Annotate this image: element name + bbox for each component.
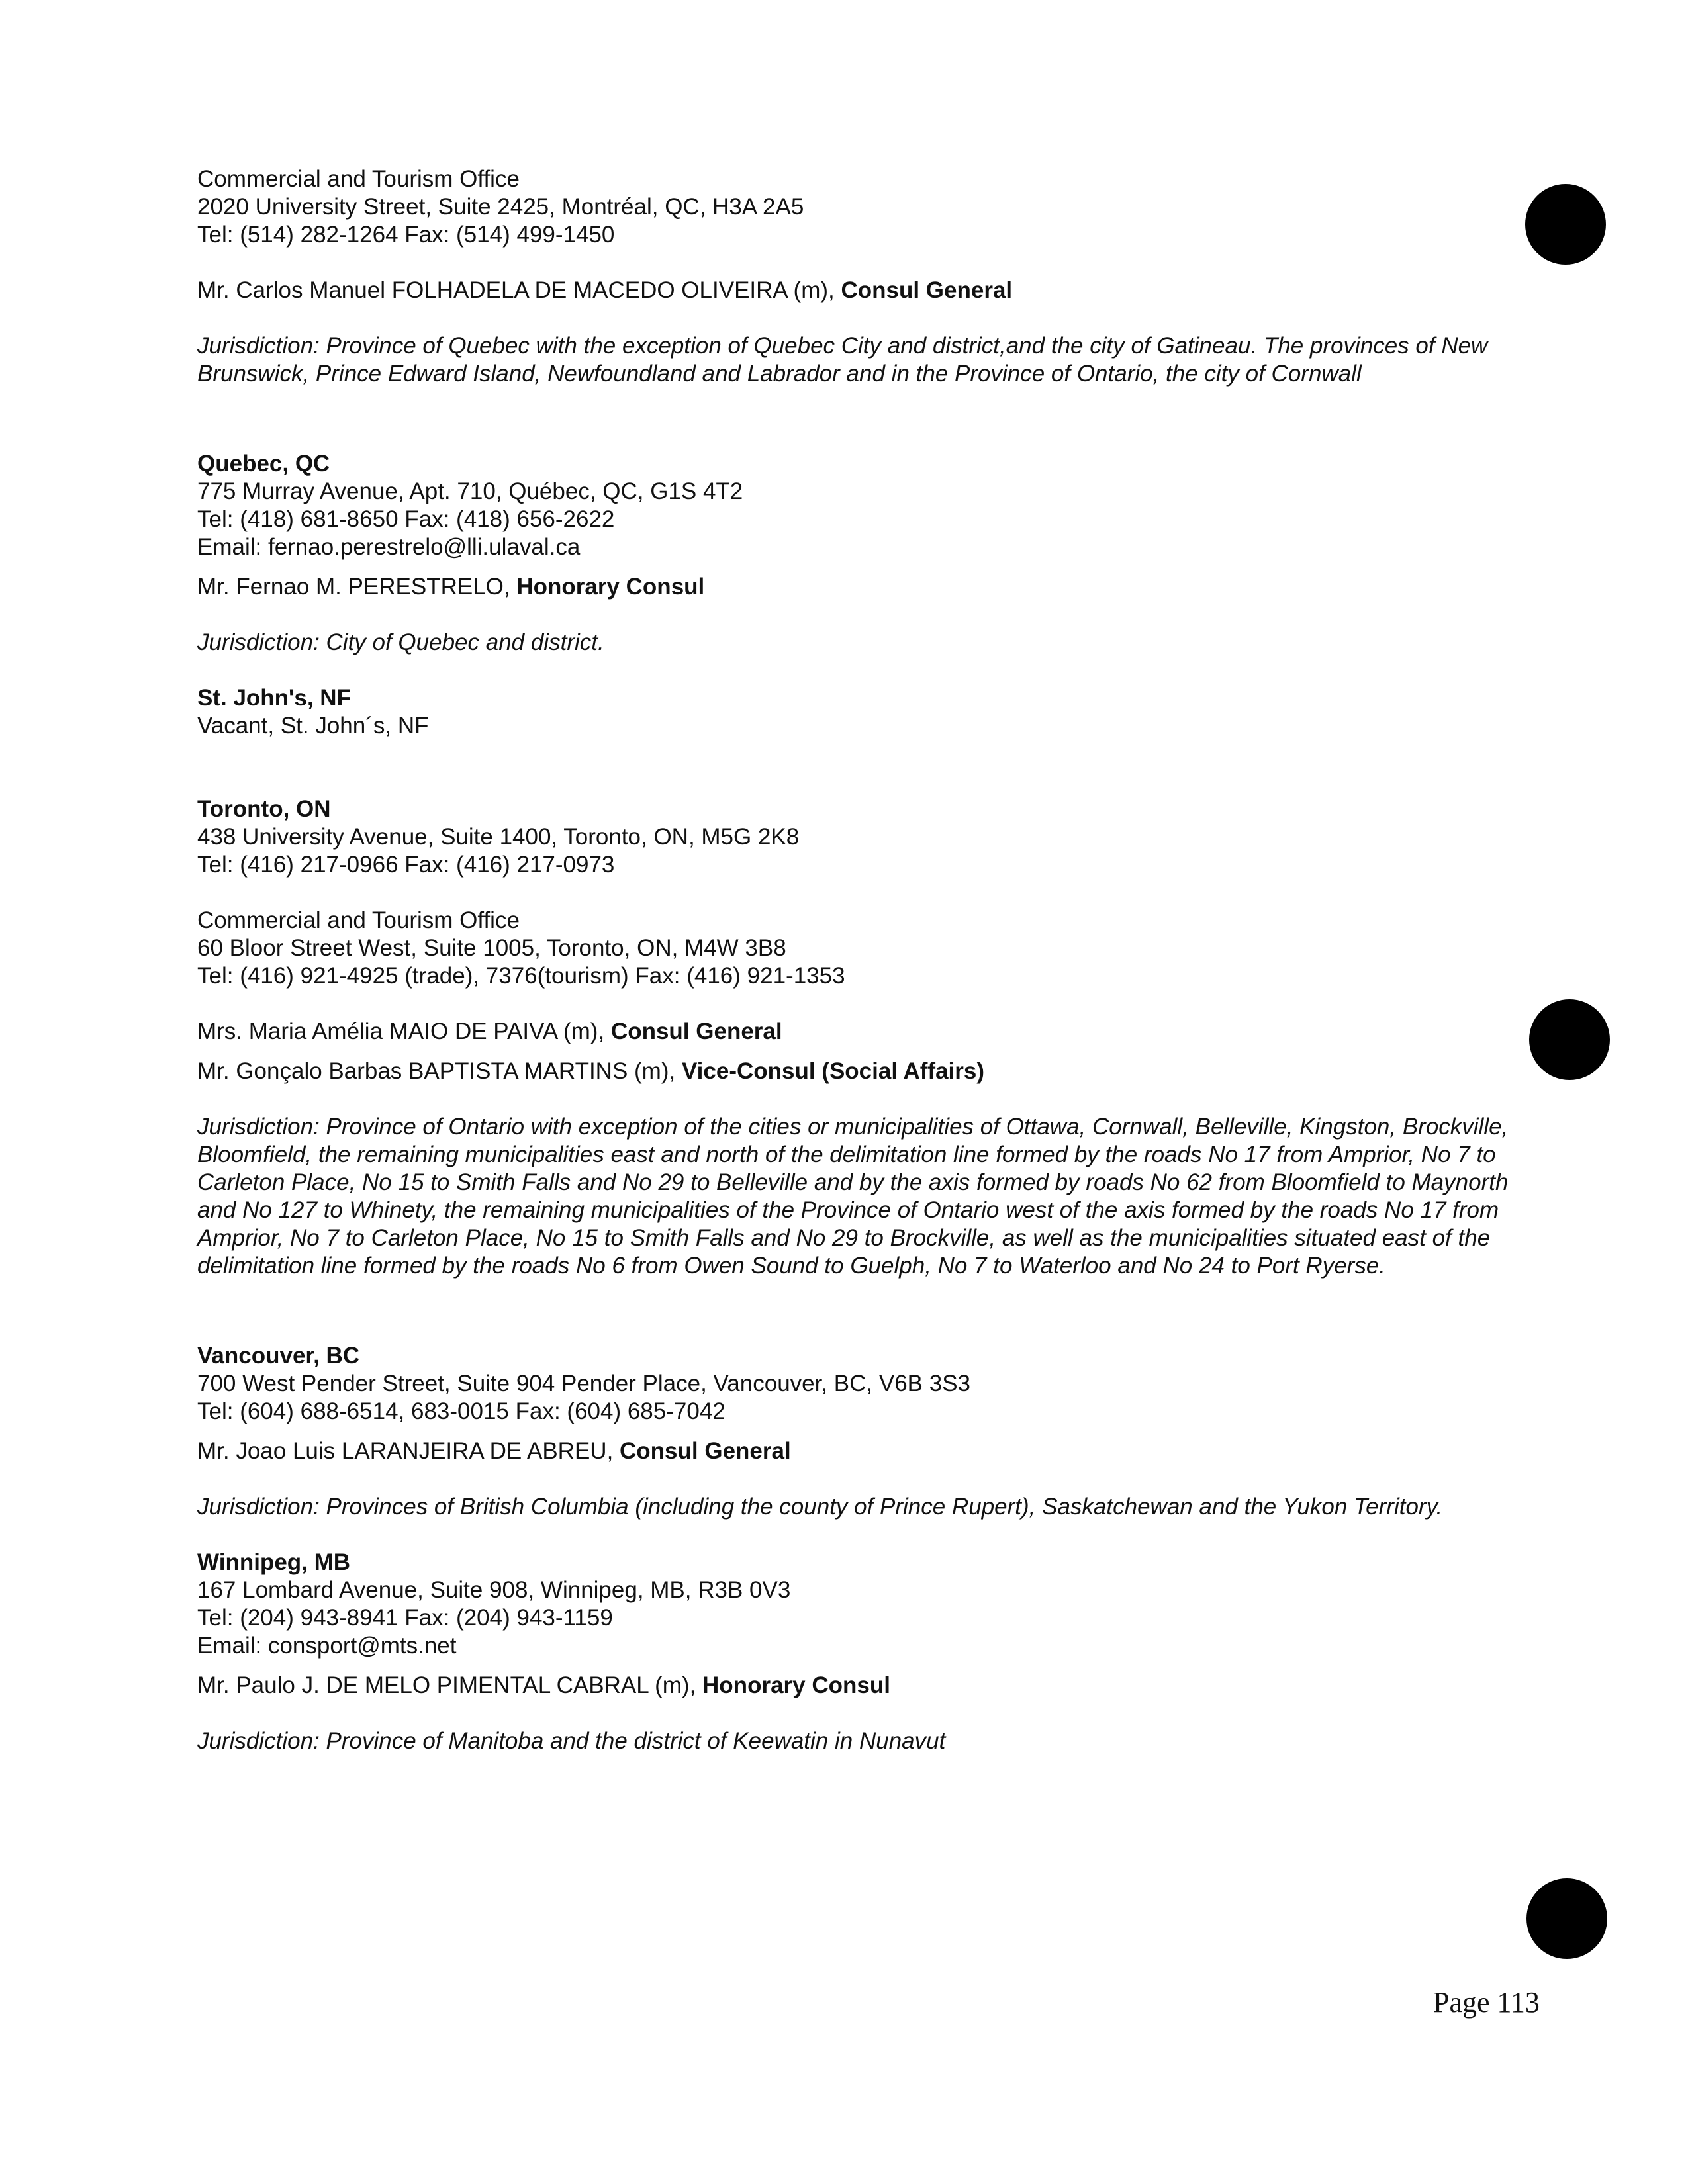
official-title: Honorary Consul bbox=[516, 574, 705, 600]
official-name: Mr. Gonçalo Barbas BAPTISTA MARTINS (m), bbox=[197, 1058, 682, 1084]
jurisdiction: Jurisdiction: Province of Ontario with exception of the cities or municipalities of Ottawa, Cornwall, Belleville, Kingston, Brockville, Bloomfield, the remaining municipalities east and north of the delimitation line formed by the roads No 17 from Amprior, No 7 to Carleton Place, No 15 to Smith Falls and No 29 to Belleville and by the axis formed by roads No 62 from Bloomfield to Maynorth and No 127 to Whinety, the remaining municipalities of the Province of Ontario west of the axis formed by the roads No 17 from Amprior, No 7 to Carleton Place, No 15 to Smith Falls and No 29 to Brockville, as well as the municipalities situated east of the delimitation line formed by the roads No 6 from Owen Sound to Guelph, No 7 to Waterloo and No 24 to Port Ryerse. bbox=[197, 1114, 1509, 1279]
official-name: Mrs. Maria Amélia MAIO DE PAIVA (m), bbox=[197, 1019, 611, 1044]
jurisdiction: Jurisdiction: City of Quebec and district. bbox=[197, 629, 604, 655]
winnipeg-block bbox=[197, 1549, 1515, 1755]
montreal-jurisdiction: Jurisdiction: Province of Quebec with the exception of Quebec City and district,and the city of Gatineau. The provinces of New Brunswick, Prince Edward Island, Newfoundland and Labrador and in the Province of Ontario, the city of Cornwall bbox=[197, 333, 1488, 387]
official-vice-consul bbox=[197, 1058, 1515, 1085]
montreal-official bbox=[197, 277, 1515, 304]
punch-hole-bottom bbox=[1526, 1878, 1607, 1959]
city-heading: Toronto, ON bbox=[197, 796, 331, 822]
city-heading: Quebec, QC bbox=[197, 451, 330, 477]
office-label: Commercial and Tourism Office bbox=[197, 166, 520, 192]
address: 775 Murray Avenue, Apt. 710, Québec, QC, G1S 4T2 bbox=[197, 478, 743, 504]
official-name: Mr. Joao Luis LARANJEIRA DE ABREU, bbox=[197, 1438, 620, 1464]
office-address: 2020 University Street, Suite 2425, Montréal, QC, H3A 2A5 bbox=[197, 194, 804, 220]
phone: Tel: (204) 943-8941 Fax: (204) 943-1159 bbox=[197, 1605, 613, 1631]
page-number: Page 113 bbox=[1433, 1986, 1540, 2019]
official-name: Mr. Carlos Manuel FOLHADELA DE MACEDO OLIVEIRA (m), bbox=[197, 277, 841, 303]
punch-hole-middle bbox=[1529, 999, 1610, 1080]
jurisdiction: Jurisdiction: Provinces of British Columbia (including the county of Prince Rupert), Saskatchewan and the Yukon Territory. bbox=[197, 1494, 1443, 1520]
phone: Tel: (416) 217-0966 Fax: (416) 217-0973 bbox=[197, 852, 615, 878]
official bbox=[197, 1437, 1515, 1465]
official-title: Consul General bbox=[620, 1438, 791, 1464]
email: Email: fernao.perestrelo@lli.ulaval.ca bbox=[197, 534, 581, 560]
office-address: 60 Bloor Street West, Suite 1005, Toronto, ON, M4W 3B8 bbox=[197, 935, 786, 961]
email: Email: consport@mts.net bbox=[197, 1633, 457, 1659]
stjohns-block bbox=[197, 684, 1515, 740]
official-consul-general bbox=[197, 1018, 1515, 1046]
official-title: Vice-Consul (Social Affairs) bbox=[681, 1058, 985, 1084]
punch-hole-top bbox=[1525, 184, 1606, 265]
address: 700 West Pender Street, Suite 904 Pender Place, Vancouver, BC, V6B 3S3 bbox=[197, 1371, 971, 1396]
city-heading: Winnipeg, MB bbox=[197, 1549, 351, 1575]
official-title: Consul General bbox=[841, 277, 1013, 303]
vancouver-block bbox=[197, 1342, 1515, 1521]
quebec-block bbox=[197, 450, 1515, 657]
official-title: Consul General bbox=[610, 1019, 782, 1044]
montreal-office-block bbox=[197, 165, 1515, 249]
toronto-block bbox=[197, 796, 1515, 1280]
office-phone: Tel: (416) 921-4925 (trade), 7376(tourism) Fax: (416) 921-1353 bbox=[197, 963, 845, 989]
official-title: Honorary Consul bbox=[702, 1672, 890, 1698]
address: 438 University Avenue, Suite 1400, Toronto, ON, M5G 2K8 bbox=[197, 824, 800, 850]
official bbox=[197, 1672, 1515, 1700]
address: 167 Lombard Avenue, Suite 908, Winnipeg, MB, R3B 0V3 bbox=[197, 1577, 791, 1603]
office-phone: Tel: (514) 282-1264 Fax: (514) 499-1450 bbox=[197, 222, 615, 248]
official-name: Mr. Paulo J. DE MELO PIMENTAL CABRAL (m), bbox=[197, 1672, 703, 1698]
phone: Tel: (604) 688-6514, 683-0015 Fax: (604) 685-7042 bbox=[197, 1398, 726, 1424]
consulate-listing bbox=[197, 165, 1515, 1755]
city-heading: Vancouver, BC bbox=[197, 1343, 360, 1369]
official-name: Mr. Fernao M. PERESTRELO, bbox=[197, 574, 517, 600]
office-label: Commercial and Tourism Office bbox=[197, 907, 520, 933]
vacancy-status: Vacant, St. John´s, NF bbox=[197, 713, 429, 739]
phone: Tel: (418) 681-8650 Fax: (418) 656-2622 bbox=[197, 506, 615, 532]
city-heading: St. John's, NF bbox=[197, 685, 351, 711]
jurisdiction: Jurisdiction: Province of Manitoba and the district of Keewatin in Nunavut bbox=[197, 1728, 946, 1754]
official bbox=[197, 573, 1515, 601]
